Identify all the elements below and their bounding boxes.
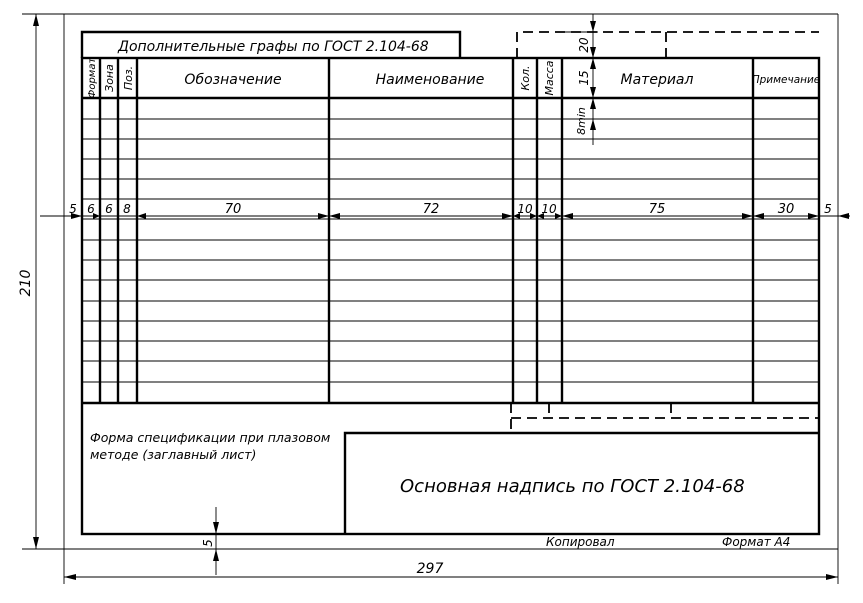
dashed-extra-block-top bbox=[517, 32, 819, 58]
sheet-width-dimension bbox=[64, 574, 838, 580]
width-qty: 10 bbox=[517, 202, 533, 216]
width-material: 75 bbox=[648, 202, 666, 217]
dashed-extra-block-bottom bbox=[511, 403, 819, 433]
width-mass: 10 bbox=[541, 202, 557, 216]
header-qty: Кол. bbox=[519, 65, 532, 91]
width-pos: 8 bbox=[123, 202, 131, 216]
dim-sheet-width: 297 bbox=[416, 561, 444, 577]
column-width-labels bbox=[69, 202, 832, 217]
width-name: 72 bbox=[422, 202, 440, 217]
header-name: Наименование bbox=[375, 72, 485, 88]
header-note: Примечание bbox=[751, 74, 821, 86]
dim-sheet-height: 210 bbox=[18, 269, 34, 297]
dim-arrow bbox=[590, 87, 596, 98]
dim-arrow bbox=[590, 21, 596, 32]
sheet-outline bbox=[22, 14, 838, 584]
dim-extra-block-height: 20 bbox=[577, 37, 591, 53]
width-designation: 70 bbox=[224, 202, 242, 217]
extra-columns-label: Дополнительные графы по ГОСТ 2.104-68 bbox=[118, 39, 429, 55]
header-mass: Масса bbox=[543, 60, 556, 96]
dim-arrow bbox=[590, 98, 596, 109]
dim-row-min-height: 8min bbox=[575, 107, 588, 135]
column-lines bbox=[100, 58, 753, 403]
header-designation: Обозначение bbox=[184, 72, 282, 88]
horizontal-dimension-chain bbox=[40, 213, 850, 219]
header-format: Формат bbox=[87, 57, 98, 99]
width-right-margin: 5 bbox=[824, 202, 832, 216]
header-material: Материал bbox=[620, 72, 694, 88]
dim-arrow bbox=[590, 58, 596, 69]
main-frame bbox=[82, 58, 819, 534]
dim-arrow bbox=[590, 119, 596, 130]
column-headers bbox=[87, 57, 820, 99]
form-caption-line1: Форма спецификации при плазовом bbox=[90, 430, 331, 445]
dim-header-height: 15 bbox=[577, 70, 591, 86]
width-zone: 6 bbox=[105, 202, 113, 216]
footer-copied: Копировал bbox=[546, 535, 615, 549]
footer-format: Формат А4 bbox=[722, 535, 791, 549]
header-zone: Зона bbox=[103, 64, 116, 92]
form-caption-line2: методе (заглавный лист) bbox=[90, 447, 257, 462]
header-pos: Поз. bbox=[122, 65, 135, 91]
width-note: 30 bbox=[777, 202, 795, 217]
table-rows bbox=[82, 119, 819, 382]
dim-bottom-margin: 5 bbox=[201, 539, 215, 547]
title-block-label: Основная надпись по ГОСТ 2.104-68 bbox=[400, 476, 745, 497]
width-format: 6 bbox=[87, 202, 95, 216]
width-left-margin: 5 bbox=[69, 202, 77, 216]
